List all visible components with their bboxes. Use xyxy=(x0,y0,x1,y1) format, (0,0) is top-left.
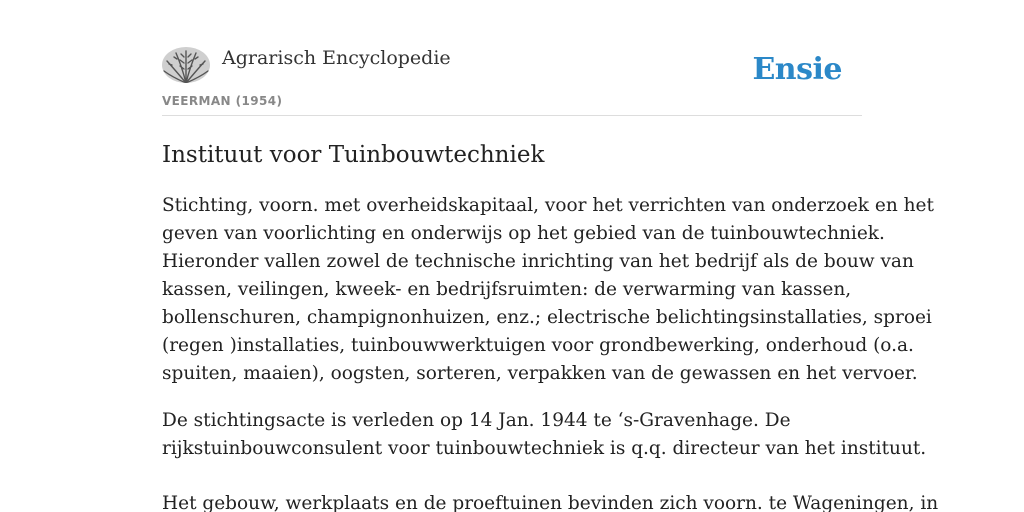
paragraph-line: spuiten, maaien), oogsten, sorteren, verpakken van de gewassen en het vervoer. xyxy=(162,363,918,384)
header-divider xyxy=(162,115,862,116)
article-paragraph xyxy=(162,192,934,388)
paragraph-line: Het gebouw, werkplaats en de proeftuinen bevinden zich voorn. te Wageningen, in xyxy=(162,493,939,512)
page xyxy=(162,0,939,512)
source-title[interactable]: Agrarisch Encyclopedie xyxy=(222,47,451,69)
article-title: Instituut voor Tuinbouwtechniek xyxy=(162,142,545,168)
brand-logo[interactable]: Ensie xyxy=(752,52,842,87)
paragraph-line: geven van voorlichting en onderwijs op het gebied van de tuinbouwtechniek. xyxy=(162,223,885,244)
paragraph-line: kassen, veilingen, kweek- en bedrijfsruimten: de verwarming van kassen, xyxy=(162,279,852,300)
paragraph-line: De stichtingsacte is verleden op 14 Jan. 1944 te ‘s-Gravenhage. De xyxy=(162,410,791,431)
paragraph-line: Hieronder vallen zowel de technische inrichting van het bedrijf als de bouw van xyxy=(162,251,914,272)
source-meta: VEERMAN (1954) xyxy=(162,94,283,108)
article-paragraph xyxy=(162,490,939,512)
article-body xyxy=(162,192,939,512)
article-paragraph xyxy=(162,407,927,463)
paragraph-line: Stichting, voorn. met overheidskapitaal, voor het verrichten van onderzoek en het xyxy=(162,195,934,216)
paragraph-line: (regen )installaties, tuinbouwwerktuigen voor grondbewerking, onderhoud (o.a. xyxy=(162,335,914,356)
paragraph-line: bollenschuren, champignonhuizen, enz.; electrische belichtingsinstallaties, sproei xyxy=(162,307,932,328)
paragraph-line: rijkstuinbouwconsulent voor tuinbouwtechniek is q.q. directeur van het instituut. xyxy=(162,438,927,459)
wheat-sheaf-icon xyxy=(162,47,210,83)
